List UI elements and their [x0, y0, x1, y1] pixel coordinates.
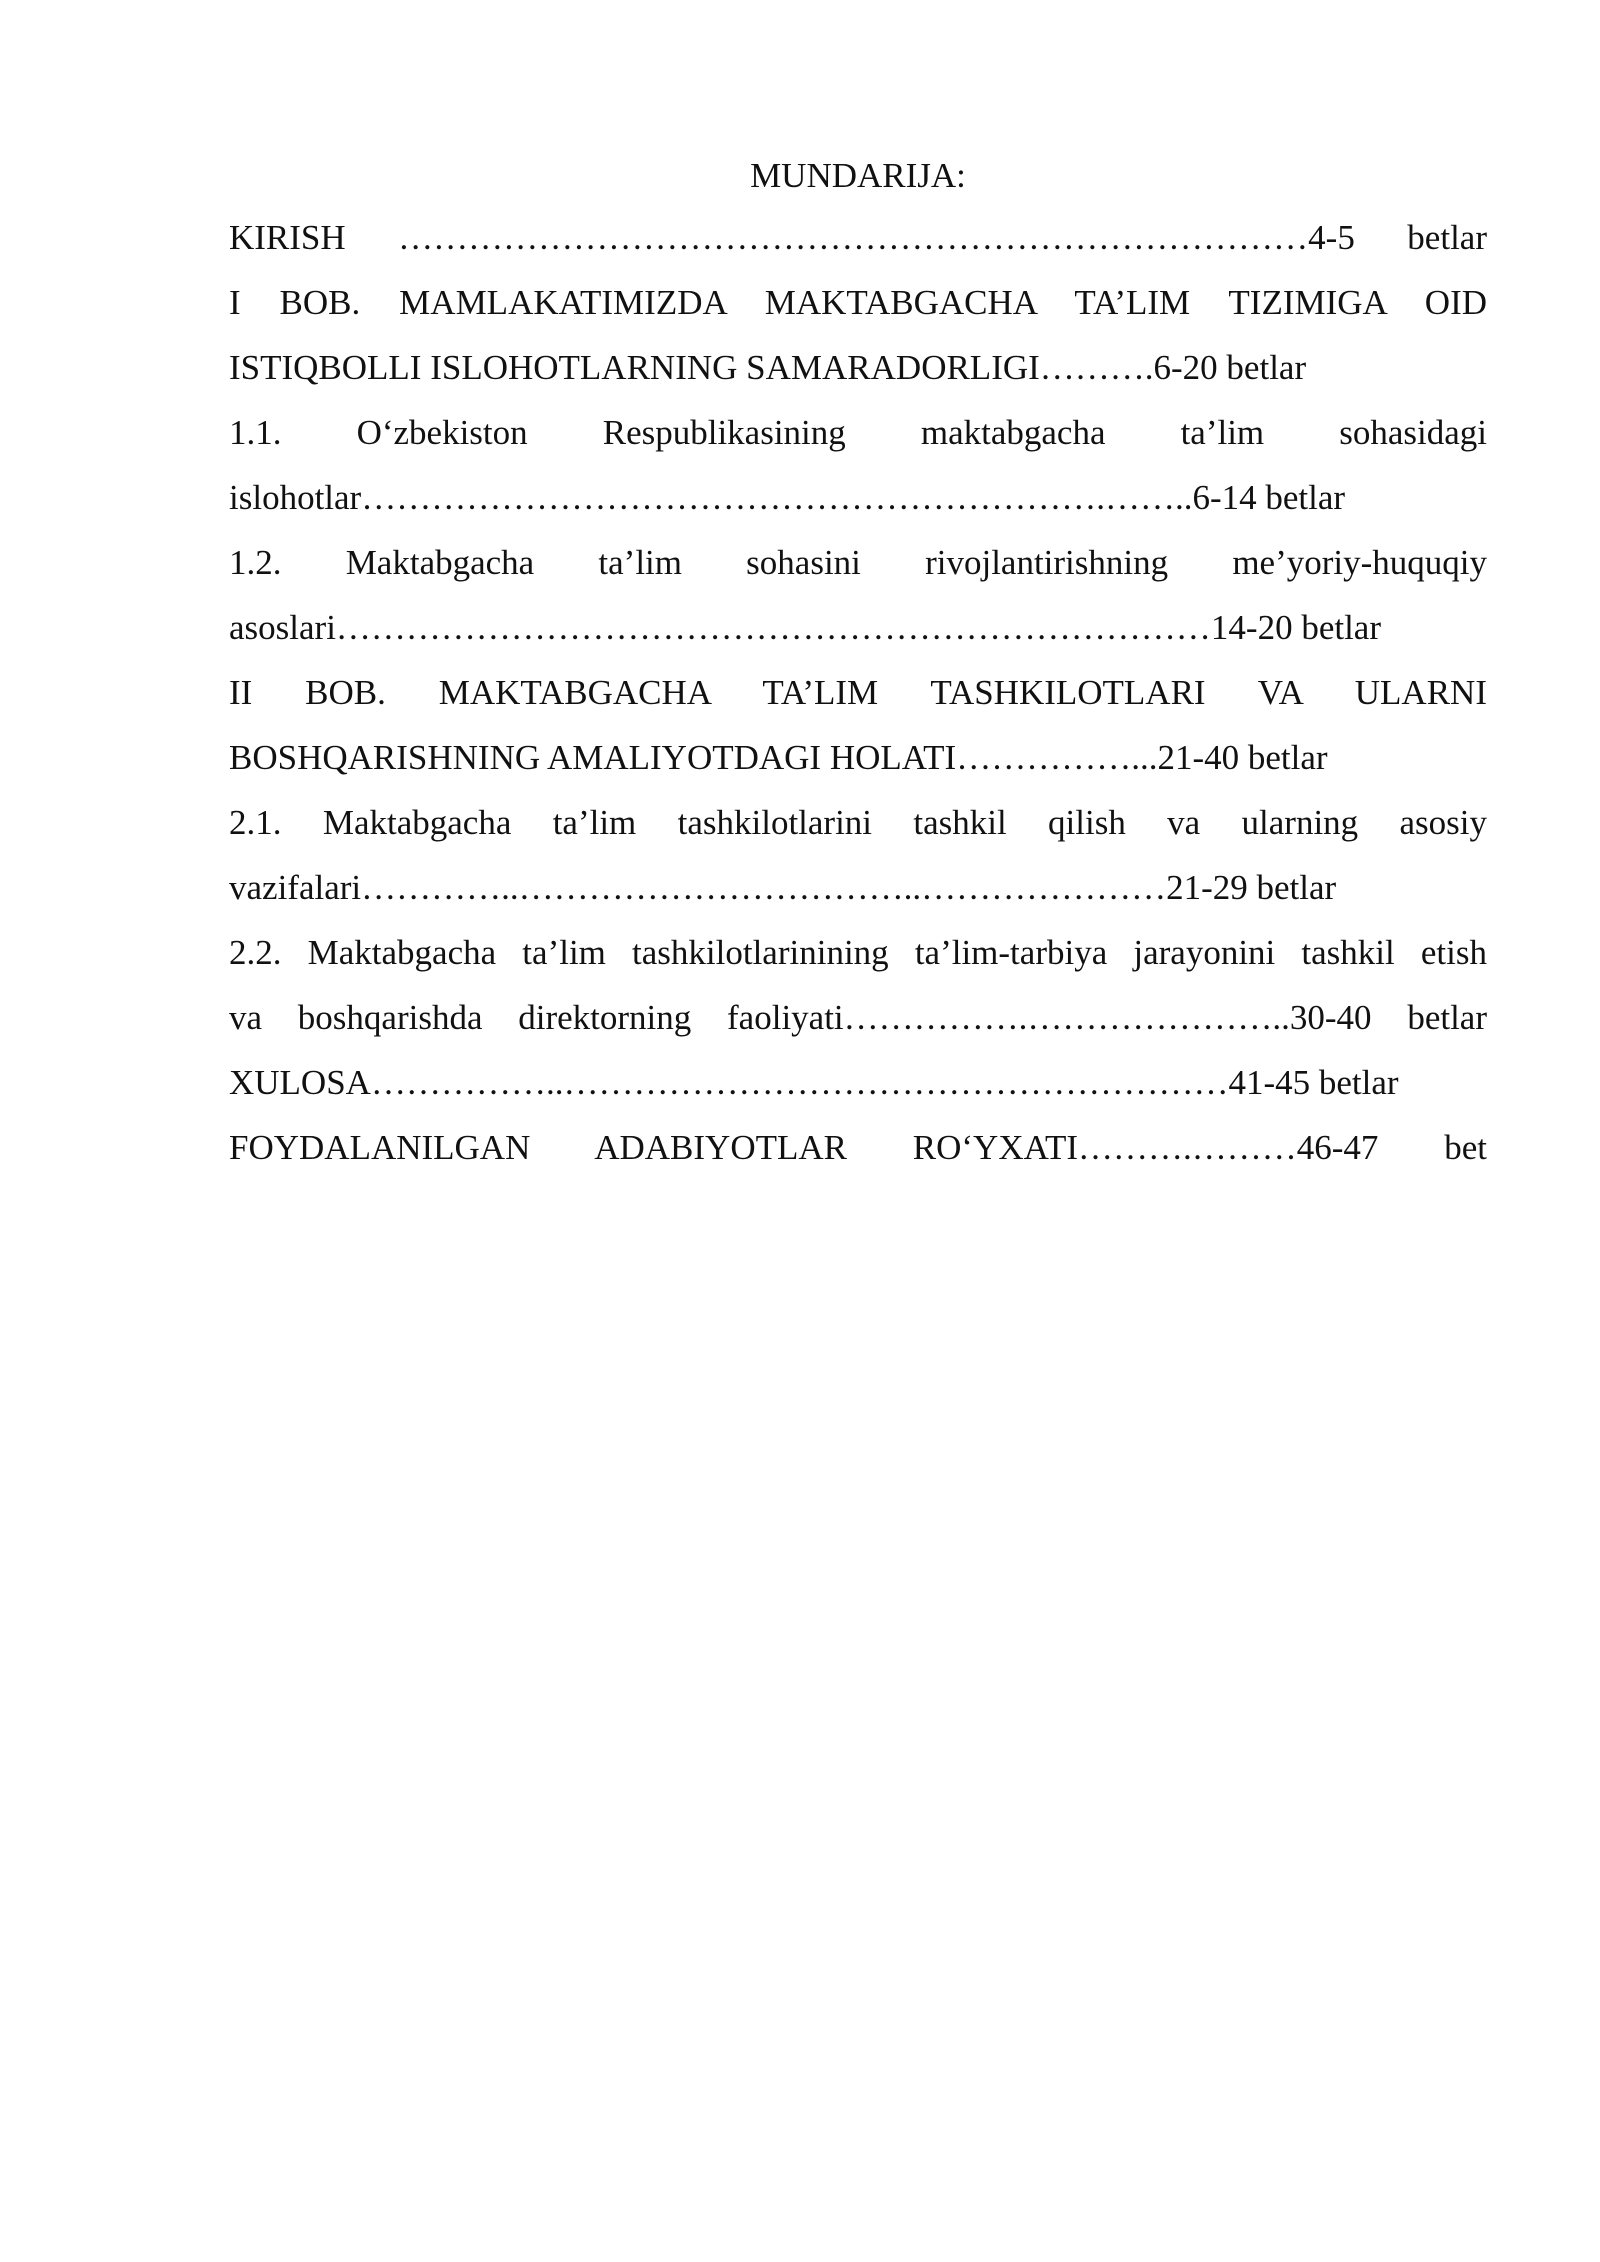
toc-title: MUNDARIJA: — [750, 156, 966, 195]
toc-entry-kirish: KIRISH ……………………………………………………………………4-5 betlar — [229, 218, 1487, 257]
toc-entry-2-1-line-1: 2.1. Maktabgacha ta’lim tashkilotlarini tashkil qilish va ularning asosiy — [229, 803, 1487, 842]
toc-entry-1-2-line-1: 1.2. Maktabgacha ta’lim sohasini rivojlantirishning me’yoriy-huquqiy — [229, 543, 1487, 582]
toc-entry-references: FOYDALANILGAN ADABIYOTLAR RO‘YXATI……….………46-47 bet — [229, 1128, 1487, 1167]
toc-entry-chapter-1-title-line-2: ISTIQBOLLI ISLOHOTLARNING SAMARADORLIGI……….6-20 betlar — [229, 348, 1307, 387]
toc-entry-1-2-line-2: asoslari…………………………………………………………………14-20 betlar — [229, 608, 1381, 647]
toc-entry-chapter-2-title-line-2: BOSHQARISHNING AMALIYOTDAGI HOLATI……………...21-40 betlar — [229, 738, 1328, 777]
table-of-contents — [229, 150, 1487, 1180]
toc-entry-1-1-line-2: islohotlar……………………………………………………….……..6-14 betlar — [229, 478, 1346, 517]
toc-entry-chapter-1-title-line-1: I BOB. MAMLAKATIMIZDA MAKTABGACHA TA’LIM TIZIMIGA OID — [229, 283, 1487, 322]
toc-entry-2-2-line-2: va boshqarishda direktorning faoliyati…………….…………………..30-40 betlar — [229, 998, 1487, 1037]
toc-entry-xulosa: XULOSA……………..…………………………………………………41-45 betlar — [229, 1063, 1399, 1102]
toc-entry-chapter-2-title-line-1: II BOB. MAKTABGACHA TA’LIM TASHKILOTLARI VA ULARNI — [229, 673, 1487, 712]
toc-entry-2-2-line-1: 2.2. Maktabgacha ta’lim tashkilotlarinining ta’lim-tarbiya jarayonini tashkil etish — [229, 933, 1487, 972]
toc-entry-2-1-line-2: vazifalari…………..……………………………..…………………21-29 betlar — [229, 868, 1337, 907]
toc-entry-1-1-line-1: 1.1. O‘zbekiston Respublikasining maktabgacha ta’lim sohasidagi — [229, 413, 1487, 452]
